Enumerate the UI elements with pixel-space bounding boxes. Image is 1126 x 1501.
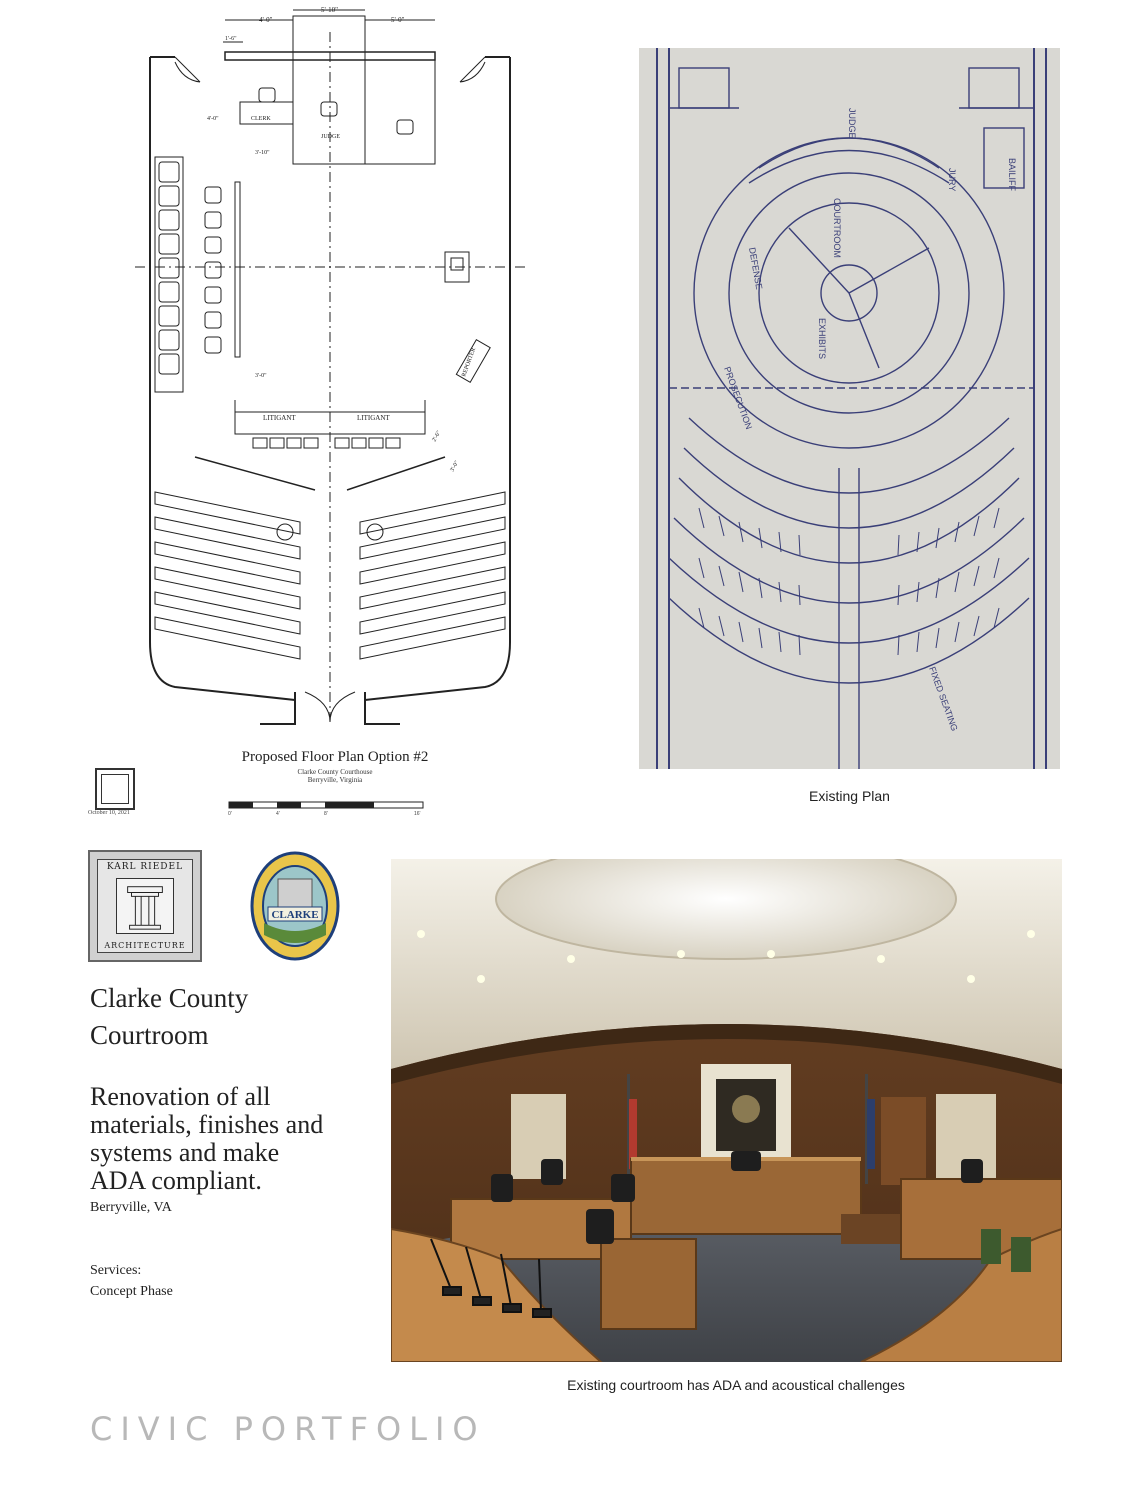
- karl-riedel-architecture-logo: [88, 850, 202, 962]
- svg-text:JURY: JURY: [947, 168, 957, 192]
- courtroom-photo-caption: Existing courtroom has ADA and acoustical challenges: [567, 1377, 905, 1393]
- footer-portfolio-title: CIVIC PORTFOLIO: [90, 1410, 486, 1448]
- clarke-county-seal: [250, 851, 340, 961]
- project-desc-line3: systems and make: [90, 1138, 280, 1167]
- svg-text:2'-6": 2'-6": [431, 430, 443, 443]
- column-icon: [116, 878, 174, 934]
- svg-text:3'-0": 3'-0": [255, 373, 267, 379]
- svg-text:CLERK: CLERK: [251, 116, 271, 122]
- scale-tick-0: 0': [228, 811, 232, 816]
- floor-plan-subtitle-line1: Clarke County Courthouse: [297, 768, 373, 776]
- courtroom-photo: [391, 859, 1062, 1362]
- project-location: Berryville, VA: [90, 1200, 172, 1215]
- svg-text:4'-0": 4'-0": [207, 116, 219, 122]
- project-title-line2: Courtroom: [90, 1020, 209, 1050]
- svg-text:COURTROOM: COURTROOM: [832, 198, 842, 258]
- svg-text:4'-0": 4'-0": [259, 16, 273, 24]
- architect-logo-bottom-text: ARCHITECTURE: [104, 941, 186, 950]
- project-description: [90, 1083, 380, 1195]
- project-title: [90, 980, 380, 1054]
- svg-text:REPORTER: REPORTER: [461, 347, 478, 378]
- scale-tick-2: 8': [324, 811, 328, 816]
- scale-bar: [228, 800, 424, 816]
- svg-text:5'-10": 5'-10": [321, 6, 338, 14]
- svg-text:FIXED SEATING: FIXED SEATING: [927, 665, 960, 733]
- project-desc-line2: materials, finishes and: [90, 1110, 324, 1139]
- seal-text: CLARKE: [271, 909, 319, 921]
- svg-text:JUDGE: JUDGE: [847, 108, 857, 139]
- services-label: Services:: [90, 1263, 142, 1278]
- services-value: Concept Phase: [90, 1284, 173, 1299]
- svg-text:3'-10": 3'-10": [255, 150, 270, 156]
- existing-plan-caption: Existing Plan: [809, 788, 890, 804]
- svg-text:5'-0": 5'-0": [391, 16, 405, 24]
- svg-text:BAILIFF: BAILIFF: [1007, 158, 1017, 192]
- svg-text:DEFENSE: DEFENSE: [747, 246, 765, 291]
- drawing-date: October 10, 2021: [88, 810, 130, 816]
- svg-text:PROSECUTION: PROSECUTION: [722, 365, 755, 431]
- svg-text:LITIGANT: LITIGANT: [357, 414, 390, 422]
- existing-plan-blueprint: [639, 48, 1060, 769]
- proposed-floor-plan-drawing: [135, 2, 525, 762]
- scale-tick-1: 4': [276, 811, 280, 816]
- floor-plan-subtitle-line2: Berryville, Virginia: [307, 776, 363, 784]
- project-title-line1: Clarke County: [90, 983, 249, 1013]
- floor-plan-title: Proposed Floor Plan Option #2: [241, 749, 429, 765]
- project-desc-line4: ADA compliant.: [90, 1166, 262, 1195]
- svg-text:3'-0": 3'-0": [449, 460, 461, 473]
- svg-text:EXHIBITS: EXHIBITS: [817, 318, 827, 360]
- floor-plan-subtitle: [200, 768, 470, 784]
- services-block: [90, 1260, 173, 1302]
- svg-text:LITIGANT: LITIGANT: [263, 414, 296, 422]
- project-desc-line1: Renovation of all: [90, 1082, 271, 1111]
- scale-tick-3: 16': [414, 811, 421, 816]
- svg-text:1'-6": 1'-6": [225, 36, 237, 42]
- architect-stamp-logo: [95, 768, 135, 810]
- svg-text:JUDGE: JUDGE: [321, 134, 340, 140]
- architect-logo-top-text: KARL RIEDEL: [106, 862, 184, 872]
